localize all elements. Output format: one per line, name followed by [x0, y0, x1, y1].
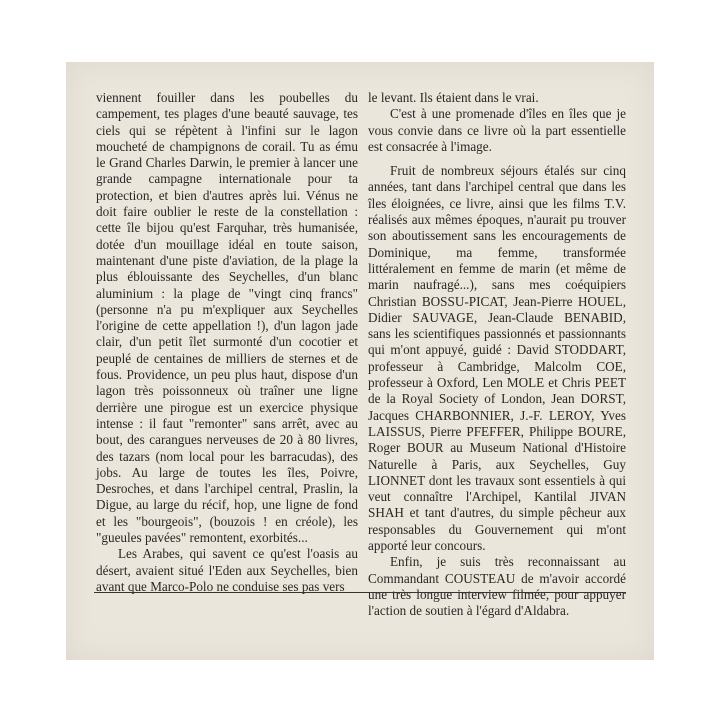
left-column: [96, 90, 358, 595]
right-paragraph-3: Fruit de nombreux séjours étalés sur cinq années, tant dans l'archipel central que dans les îles éloignées, ce livre, ainsi que les films T.V. réalisés aux mêmes époques, n'aurait pu trouver son aboutissement sans les encouragements de Dominique, ma femme, transformée littéralement en femme de marin (et même de marin naufragé...), sans mes coéquipiers Christian BOSSU-PICAT, Jean-Pierre HOUEL, Didier SAUVAGE, Jean-Claude BENABID, sans les scientifiques passionnés et passionnants qui m'ont appuyé, guidé : David STODDART, professeur à Cambridge, Malcolm COE, professeur à Oxford, Len MOLE et Chris PEET de la Royal Society of London, Jean DORST, Jacques CHARBONNIER, J.-F. LEROY, Yves LAISSUS, Pierre PFEFFER, Philippe BOURE, Roger BOUR au Museum National d'Histoire Naturelle à Paris, aux Seychelles, Guy LIONNET dont les travaux sont essentiels à qui veut connaître l'Archipel, Kantilal JIVAN SHAH et tant d'autres, du simple pêcheur aux responsables du Gouvernement qui m'ont apporté leur concours.: [368, 163, 626, 554]
right-column: [368, 90, 626, 620]
book-page: [66, 62, 654, 660]
left-paragraph-1: viennent fouiller dans les poubelles du campement, tes plages d'une beauté sauvage, tes ciels qui se répètent à l'infini sur le lagon moucheté de champignons de corail. Tu as ému le Grand Charles Darwin, le premier à lancer une grande campagne internationale pour ta protection, et bien d'autres après lui. Vénus ne doit faire oublier le reste de la constellation : cette île bijou qu'est Farquhar, très humanisée, dotée d'un mouillage idéal en toute saison, maintenant d'une piste d'aviation, de la plage la plus éblouissante des Seychelles, d'un blanc aluminium : la plage de "vingt cinq francs" (personne n'a pu m'expliquer aux Seychelles l'origine de cette appellation !), d'un lagon jade clair, d'un petit îlet surmonté d'un cocotier et peuplé de centaines de milliers de sternes et de fous. Providence, un peu plus haut, dispose d'un lagon très poissonneux où traîner une ligne derrière une pirogue est un exercice physique intense : il faut "remonter" sans arrêt, avec au bout, des carangues nerveuses de 20 à 80 livres, des tazars (nom local pour les barracudas), des jobs. Au large de toutes les îles, Poivre, Desroches, et dans l'archipel central, Praslin, la Digue, au large du récif, hop, une ligne de fond et les "bourgeois", (bouzois ! en créole), les "gueules pavées" remontent, exorbités...: [96, 90, 358, 546]
bottom-divider-rule: [94, 592, 626, 593]
left-paragraph-2: Les Arabes, qui savent ce qu'est l'oasis au désert, avaient situé l'Eden aux Seychelles, bien avant que Marco-Polo ne conduise ses pas vers: [96, 546, 358, 594]
right-paragraph-2: C'est à une promenade d'îles en îles que je vous convie dans ce livre où la part essentielle est consacrée à l'image.: [368, 106, 626, 154]
right-paragraph-1: le levant. Ils étaient dans le vrai.: [368, 90, 539, 105]
right-paragraph-4: Enfin, je suis très reconnaissant au Commandant COUSTEAU de m'avoir accordé une très longue interview filmée, pour appuyer l'action de soutien à l'égard d'Aldabra.: [368, 554, 626, 619]
